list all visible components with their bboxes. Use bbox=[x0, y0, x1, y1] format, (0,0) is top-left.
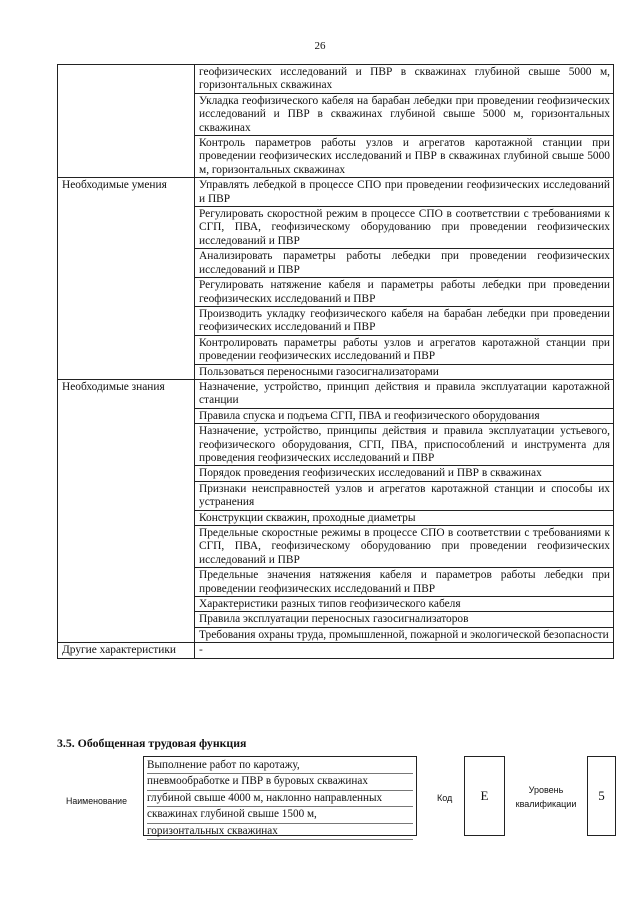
row-description: Назначение, устройство, принцип действия и правила эксплуатации каротажной станции bbox=[195, 379, 614, 408]
row-description: Производить укладку геофизического кабеля на барабан лебедки при проведении геофизических исследований и ПВР bbox=[195, 306, 614, 335]
row-description: Характеристики разных типов геофизического кабеля bbox=[195, 597, 614, 612]
row-description: Контроль параметров работы узлов и агрегатов каротажной станции при проведении геофизических исследований и ПВР в скважинах глубиной свыше 5000 м, горизонтальных скважинах bbox=[195, 136, 614, 178]
naming-label: Наименование bbox=[66, 796, 127, 806]
row-label: Необходимые умения bbox=[58, 178, 195, 380]
row-description: Правила спуска и подъема СГП, ПВА и геофизического оборудования bbox=[195, 408, 614, 423]
row-description: Признаки неисправностей узлов и агрегатов каротажной станции и способы их устранения bbox=[195, 481, 614, 510]
row-description: Контролировать параметры работы узлов и агрегатов каротажной станции при проведении геофизических исследований и ПВР bbox=[195, 335, 614, 364]
row-description: Предельные значения натяжения кабеля и параметров работы лебедки при проведении геофизических исследований и ПВР bbox=[195, 568, 614, 597]
section-title: 3.5. Обобщенная трудовая функция bbox=[57, 736, 247, 750]
table-row bbox=[58, 65, 614, 94]
table-row bbox=[58, 643, 614, 658]
naming-line: горизонтальных скважинах bbox=[147, 824, 413, 840]
naming-box bbox=[143, 756, 417, 836]
table-row bbox=[58, 379, 614, 408]
row-description: Пользоваться переносными газосигнализаторами bbox=[195, 364, 614, 379]
code-value: E bbox=[464, 756, 505, 836]
row-description: Конструкции скважин, проходные диаметры bbox=[195, 510, 614, 525]
row-description: геофизических исследований и ПВР в скважинах глубиной свыше 5000 м, горизонтальных скважинах bbox=[195, 65, 614, 94]
qualification-level-value: 5 bbox=[587, 756, 616, 836]
table-body bbox=[58, 65, 614, 659]
qualification-level-label: Уровень квалификации bbox=[515, 785, 577, 809]
row-description: Требования охраны труда, промышленной, пожарной и экологической безопасности bbox=[195, 627, 614, 642]
row-description: Предельные скоростные режимы в процессе СПО в соответствии с требованиями к СГП, ПВА, геофизическому оборудованию при проведении геофизических исследований и ПВР bbox=[195, 526, 614, 568]
naming-line: глубиной свыше 4000 м, наклонно направленных bbox=[147, 791, 413, 807]
row-label: Другие характеристики bbox=[58, 643, 195, 658]
row-description: Укладка геофизического кабеля на барабан лебедки при проведении геофизических исследований и ПВР в скважинах глубиной свыше 5000 м, горизонтальных скважинах bbox=[195, 93, 614, 135]
code-label: Код bbox=[437, 793, 453, 803]
row-label bbox=[58, 65, 195, 178]
row-label: Необходимые знания bbox=[58, 379, 195, 642]
row-description: Правила эксплуатации переносных газосигнализаторов bbox=[195, 612, 614, 627]
naming-line: Выполнение работ по каротажу, bbox=[147, 758, 413, 774]
row-description: Анализировать параметры работы лебедки при проведении геофизических исследований и ПВР bbox=[195, 249, 614, 278]
row-description: Регулировать скоростной режим в процессе СПО в соответствии с требованиями к СГП, ПВА, геофизическому оборудованию при проведении геофизических исследований и ПВР bbox=[195, 207, 614, 249]
skills-knowledge-table bbox=[57, 64, 614, 659]
table-row bbox=[58, 178, 614, 207]
row-description: Управлять лебедкой в процессе СПО при проведении геофизических исследований и ПВР bbox=[195, 178, 614, 207]
naming-line: пневмообработке и ПВР в буровых скважинах bbox=[147, 774, 413, 790]
row-description: Назначение, устройство, принципы действия и правила эксплуатации устьевого, геофизического оборудования, СГП, ПВА, приспособлений и инструмента для проведения геофизических исследований и ПВР bbox=[195, 424, 614, 466]
naming-line: скважинах глубиной свыше 1500 м, bbox=[147, 807, 413, 823]
row-description: Регулировать натяжение кабеля и параметры работы лебедки при проведении геофизических исследований и ПВР bbox=[195, 278, 614, 307]
row-description: - bbox=[195, 643, 614, 658]
row-description: Порядок проведения геофизических исследований и ПВР в скважинах bbox=[195, 466, 614, 481]
page-number: 26 bbox=[314, 40, 326, 52]
